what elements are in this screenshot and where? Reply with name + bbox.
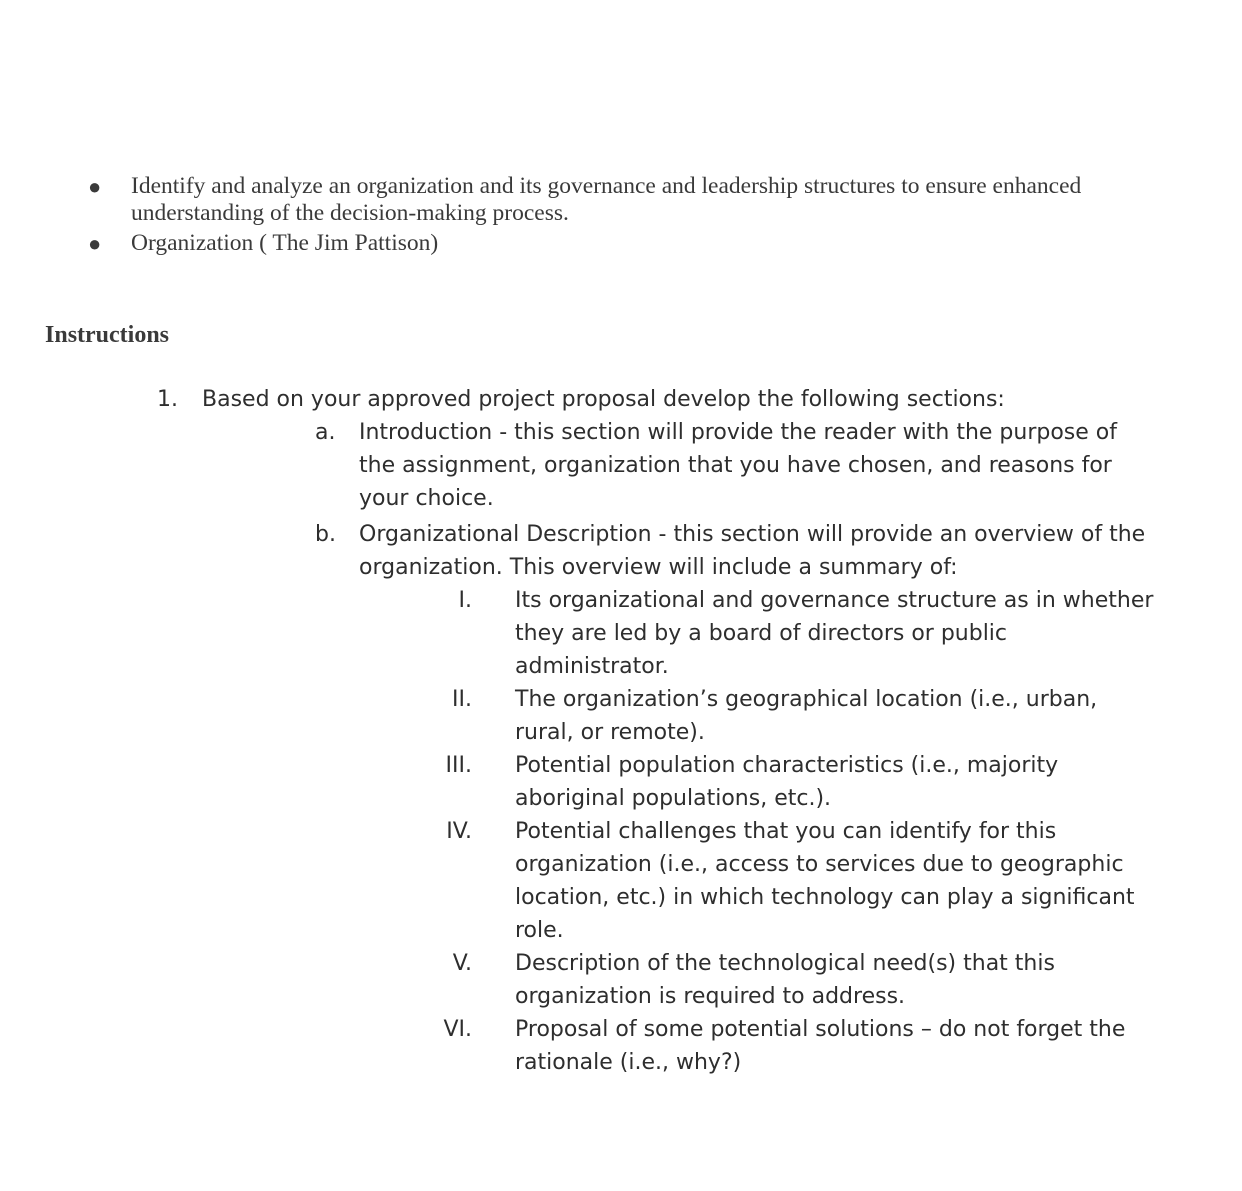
roman-item-1 (0, 584, 1242, 683)
roman-text: Potential challenges that you can identify for this organization (i.e., access to services due to geographic location, etc.) in which technology can play a significant role. (515, 819, 1135, 943)
roman-text: Its organizational and governance structure as in whether they are led by a board of directors or public administrator. (515, 588, 1154, 679)
bullet-list (0, 173, 1242, 257)
substep-text: Introduction - this section will provide the reader with the purpose of the assignment, organization that you have chosen, and reasons for your choice. (359, 420, 1118, 511)
bullet-item (0, 230, 1242, 257)
bullet-item (0, 173, 1242, 227)
roman-text: Potential population characteristics (i.e., majority aboriginal populations, etc.). (515, 753, 1059, 811)
roman-item-3 (0, 749, 1242, 815)
roman-text: The organization’s geographical location (i.e., urban, rural, or remote). (515, 687, 1098, 745)
step-text: Based on your approved project proposal develop the following sections: (202, 387, 1005, 412)
substep-b (0, 518, 1242, 584)
bullet-text: Identify and analyze an organization and its governance and leadership structures to ensure enhanced understanding of the decision-making process. (131, 173, 1082, 226)
roman-marker: IV. (446, 819, 472, 844)
step-1 (0, 383, 1242, 416)
roman-marker: V. (452, 951, 472, 976)
bullet-text: Organization ( The Jim Pattison) (131, 230, 439, 256)
roman-marker: II. (452, 687, 472, 712)
roman-marker: I. (458, 588, 472, 613)
bullet-dot-icon: ● (88, 231, 102, 256)
roman-marker: III. (445, 753, 472, 778)
roman-text: Proposal of some potential solutions – do not forget the rationale (i.e., why?) (515, 1017, 1126, 1075)
substep-marker: b. (315, 522, 336, 547)
substep-marker: a. (315, 420, 336, 445)
roman-item-2 (0, 683, 1242, 749)
step-marker: 1. (157, 387, 178, 412)
instructions-heading: Instructions (45, 322, 170, 348)
roman-marker: VI. (443, 1017, 472, 1042)
roman-item-6 (0, 1013, 1242, 1083)
substep-a (0, 416, 1242, 518)
roman-item-4 (0, 815, 1242, 947)
roman-text: Description of the technological need(s) that this organization is required to address. (515, 951, 1055, 1009)
substep-text: Organizational Description - this section will provide an overview of the organization. This overview will include a summary of: (359, 522, 1146, 580)
bullet-dot-icon: ● (88, 174, 102, 199)
roman-item-5 (0, 947, 1242, 1013)
